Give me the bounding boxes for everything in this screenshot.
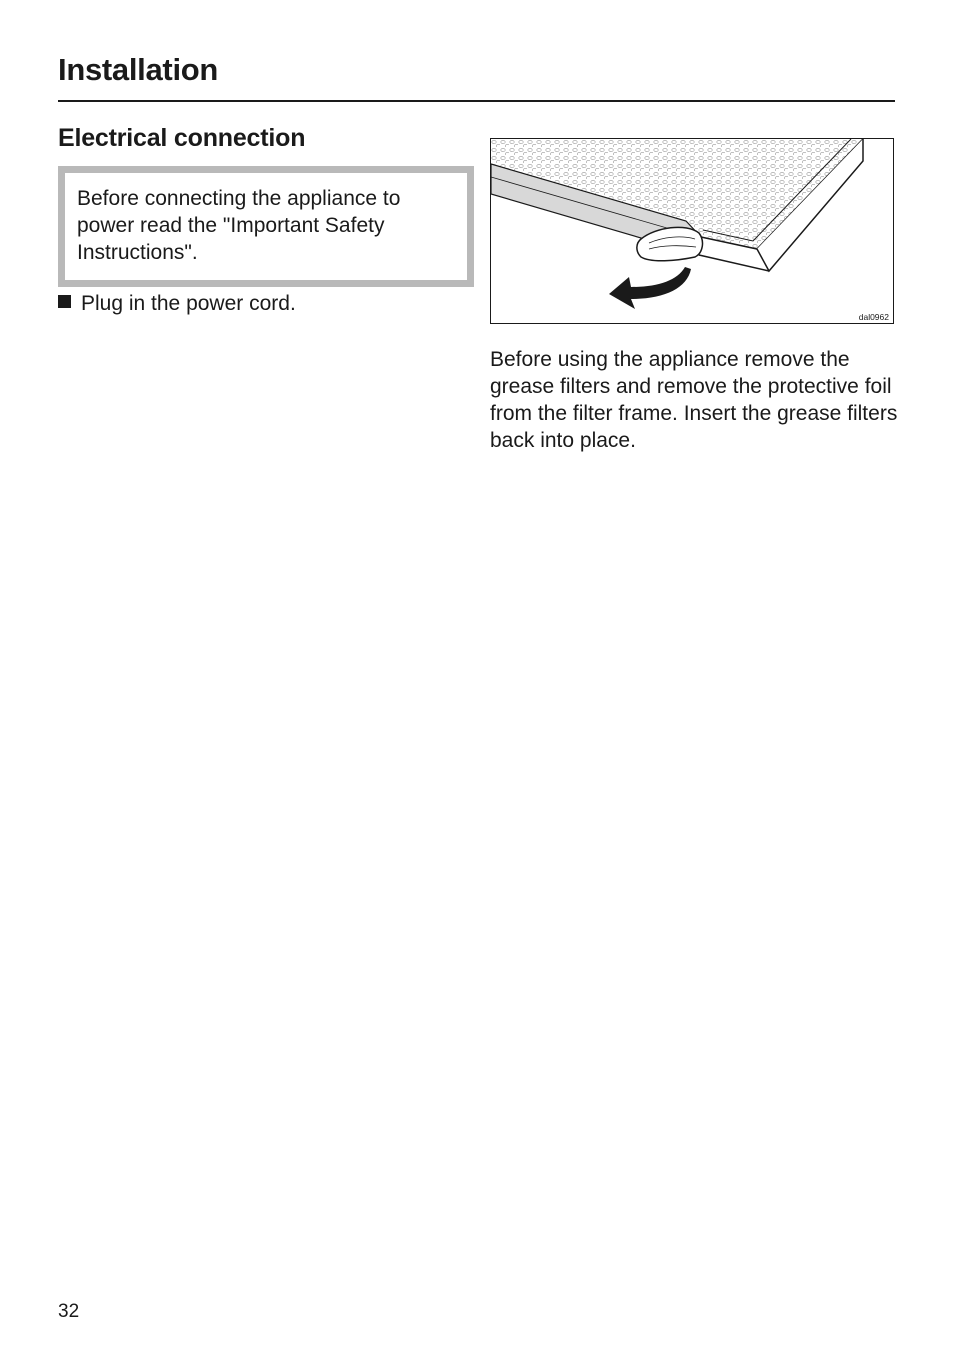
safety-warning-text: Before connecting the appliance to power read the "Important Safety Instructions". — [77, 187, 401, 264]
grease-filter-drawing — [491, 139, 893, 323]
instruction-bullet — [58, 290, 296, 317]
instruction-paragraph: Before using the appliance remove the grease filters and remove the protective foil from the filter frame. Insert the grease filters back into place. — [490, 348, 898, 452]
page-number: 32 — [58, 1301, 80, 1322]
filter-illustration — [490, 138, 894, 324]
figure-code: dal0962 — [858, 312, 889, 322]
instruction-text: Plug in the power cord. — [81, 292, 296, 315]
safety-warning-box — [58, 166, 474, 287]
curved-arrow-icon — [609, 267, 691, 309]
section-heading: Electrical connection — [58, 124, 306, 152]
bullet-square-icon — [58, 295, 71, 308]
page-header — [58, 50, 895, 102]
page-title: Installation — [58, 52, 219, 87]
